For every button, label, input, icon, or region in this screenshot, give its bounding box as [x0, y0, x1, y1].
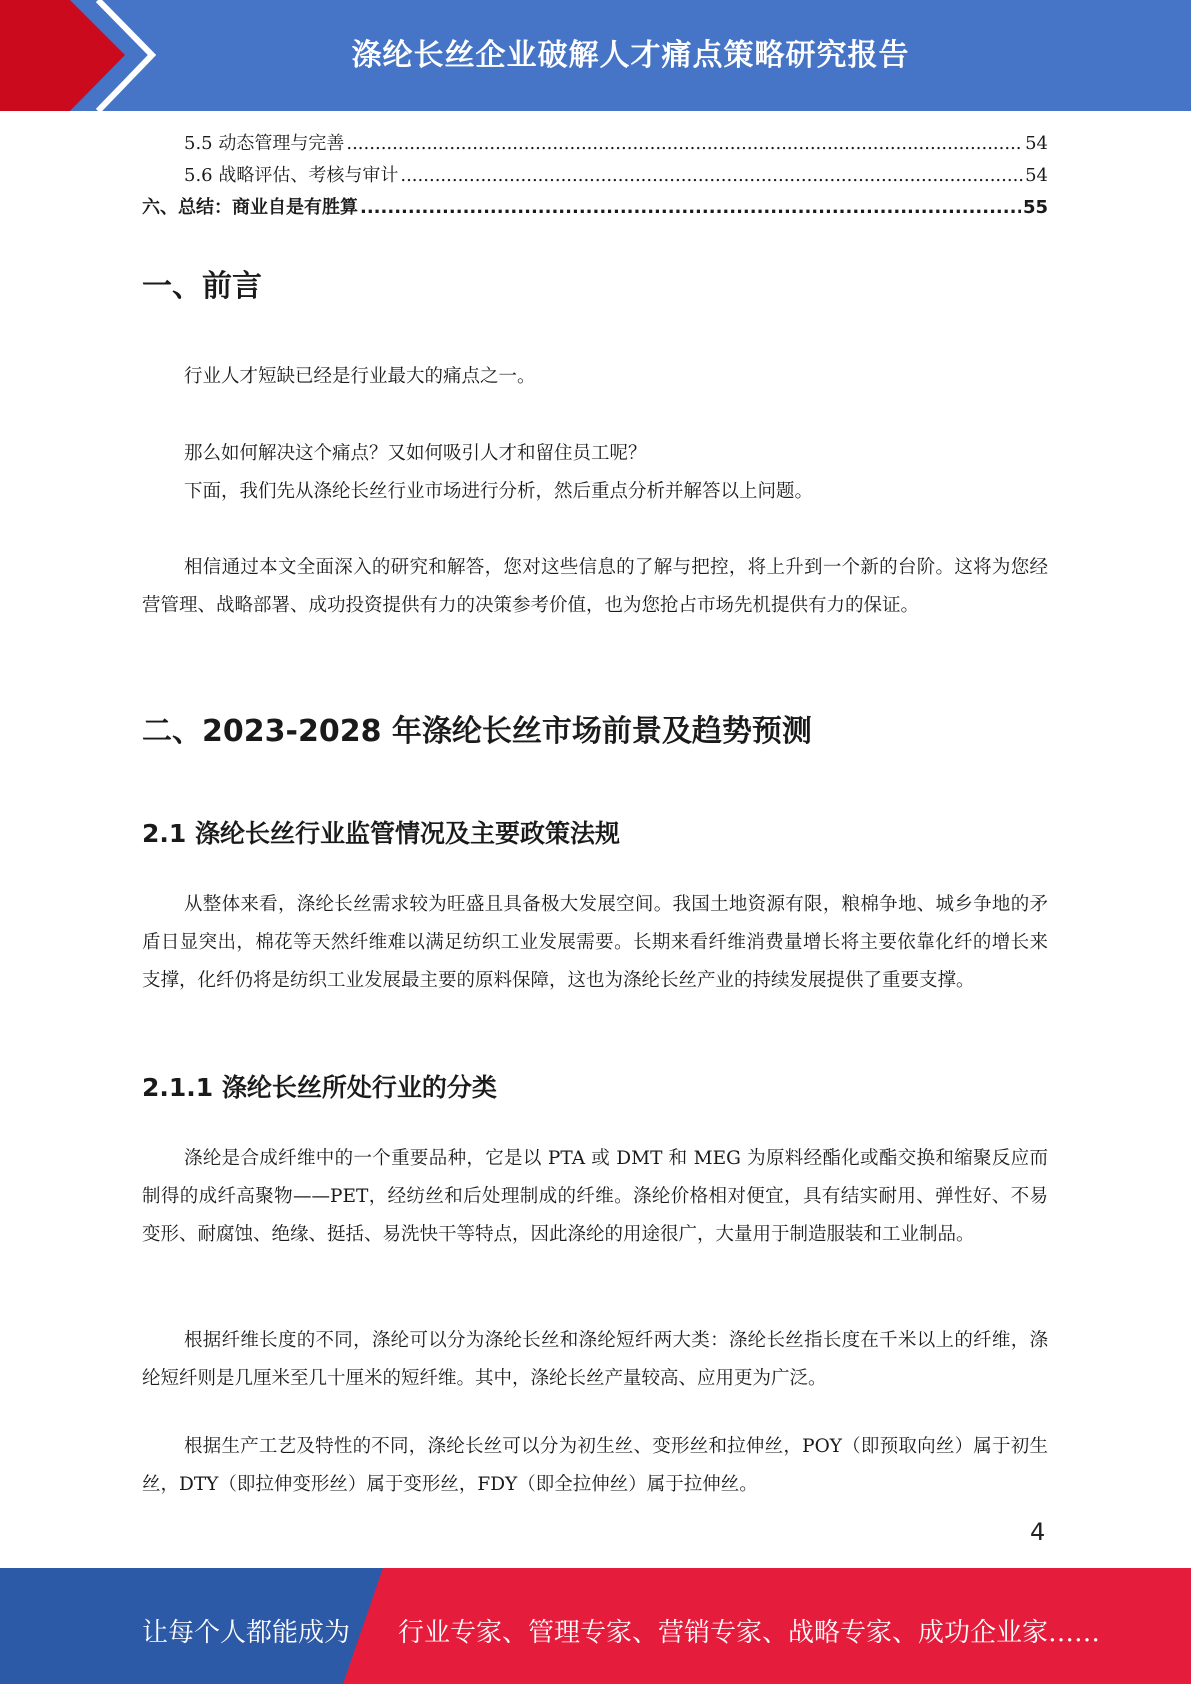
page-number: 4 — [1030, 1518, 1046, 1546]
footer-banner — [0, 1568, 1191, 1684]
body-paragraph: 涤纶是合成纤维中的一个重要品种，它是以 PTA 或 DMT 和 MEG 为原料经酯化或酯交换和缩聚反应而制得的成纤高聚物——PET，经纺丝和后处理制成的纤维。涤纶价格相对便宜，具有结实耐用、弹性好、不易变形、耐腐蚀、绝缘、挺括、易洗快干等特点，因此涤纶的用途很广，大量用于制造服装和工业制品。 — [142, 1148, 1048, 1245]
table-of-contents — [142, 128, 1048, 224]
preface-paragraph: 那么如何解决这个痛点？又如何吸引人才和留住员工呢？ — [184, 443, 647, 464]
report-header-banner — [0, 0, 1191, 111]
toc-entry-page: 55 — [1022, 197, 1048, 218]
toc-entry[interactable] — [142, 192, 1048, 224]
preface-paragraph: 行业人才短缺已经是行业最大的痛点之一。 — [184, 366, 536, 387]
section-heading-market-outlook: 二、2023-2028 年涤纶长丝市场前景及趋势预测 — [142, 714, 812, 749]
footer-slogan-left: 让每个人都能成为 — [142, 1618, 351, 1648]
preface-paragraph: 相信通过本文全面深入的研究和解答，您对这些信息的了解与把控，将上升到一个新的台阶。这将为您经营管理、战略部署、成功投资提供有力的决策参考价值，也为您抢占市场先机提供有力的保证。 — [142, 557, 1048, 616]
toc-entry-label: 5.6 战略评估、考核与审计 — [184, 165, 399, 186]
toc-leader-dots — [360, 192, 1021, 224]
toc-entry[interactable] — [142, 128, 1048, 160]
subsection-heading-2-1: 2.1 涤纶长丝行业监管情况及主要政策法规 — [142, 819, 620, 848]
preface-paragraph: 下面，我们先从涤纶长丝行业市场进行分析，然后重点分析并解答以上问题。 — [184, 481, 814, 502]
toc-entry-label: 六、总结：商业自是有胜算 — [142, 197, 358, 218]
footer-slogan-right: 行业专家、管理专家、营销专家、战略专家、成功企业家…… — [398, 1618, 1101, 1648]
body-paragraph: 根据纤维长度的不同，涤纶可以分为涤纶长丝和涤纶短纤两大类：涤纶长丝指长度在千米以上的纤维，涤纶短纤则是几厘米至几十厘米的短纤维。其中，涤纶长丝产量较高、应用更为广泛。 — [142, 1330, 1048, 1389]
body-paragraph: 根据生产工艺及特性的不同，涤纶长丝可以分为初生丝、变形丝和拉伸丝，POY（即预取向丝）属于初生丝，DTY（即拉伸变形丝）属于变形丝，FDY（即全拉伸丝）属于拉伸丝。 — [142, 1436, 1048, 1495]
toc-entry[interactable] — [142, 160, 1048, 192]
toc-entry-label: 5.5 动态管理与完善 — [184, 133, 345, 154]
subsection-heading-2-1-1: 2.1.1 涤纶长丝所处行业的分类 — [142, 1073, 497, 1102]
toc-leader-dots — [346, 128, 1023, 160]
body-paragraph: 从整体来看，涤纶长丝需求较为旺盛且具备极大发展空间。我国土地资源有限，粮棉争地、城乡争地的矛盾日显突出，棉花等天然纤维难以满足纺织工业发展需要。长期来看纤维消费量增长将主要依靠化纤的增长来支撑，化纤仍将是纺织工业发展最主要的原料保障，这也为涤纶长丝产业的持续发展提供了重要支撑。 — [142, 894, 1048, 991]
section-heading-preface: 一、前言 — [142, 269, 262, 304]
toc-entry-page: 54 — [1025, 133, 1048, 154]
report-title: 涤纶长丝企业破解人才痛点策略研究报告 — [351, 38, 910, 73]
toc-entry-page: 54 — [1025, 165, 1048, 186]
page-content — [142, 128, 1048, 1495]
toc-leader-dots — [400, 160, 1023, 192]
